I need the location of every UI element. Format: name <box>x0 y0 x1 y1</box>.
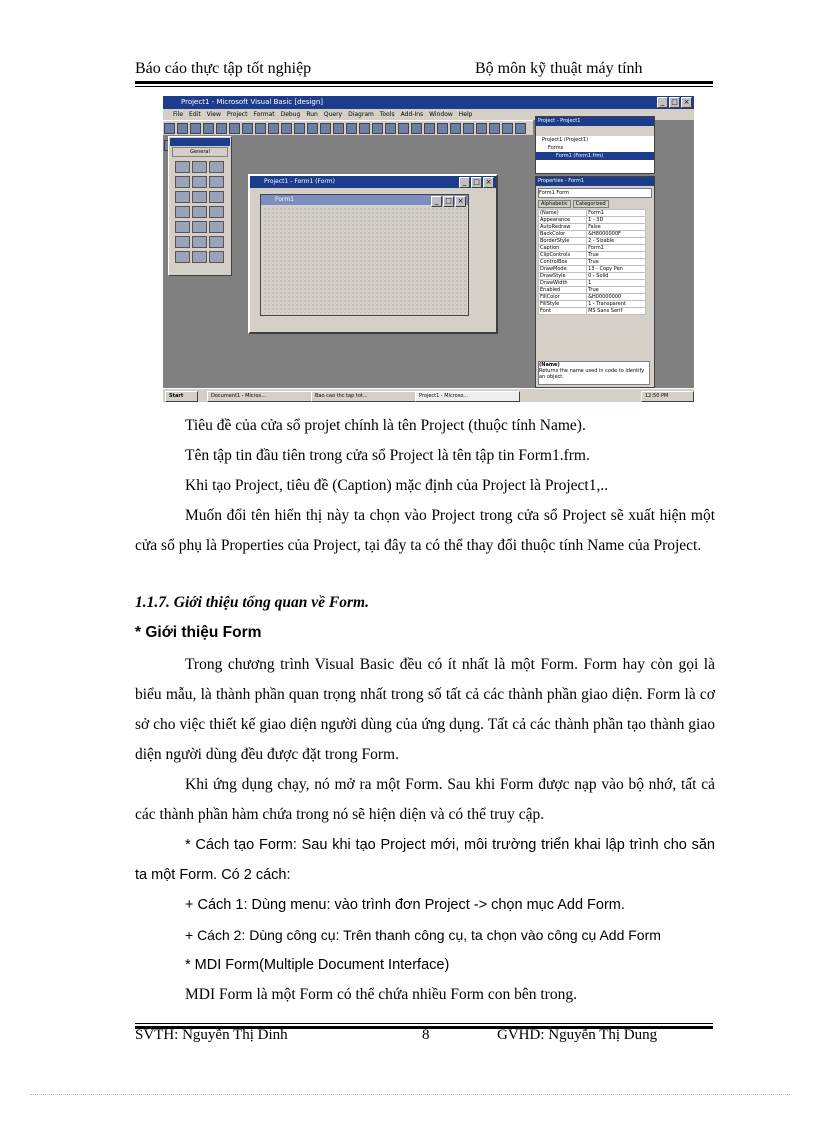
header-right: Bộ môn kỹ thuật máy tính <box>475 60 643 77</box>
toolbar-icon <box>502 123 513 134</box>
property-description: (Name) Returns the name used in code to identify an object. <box>538 361 650 385</box>
page-footer <box>135 1027 713 1047</box>
paragraph: Trong chương trình Visual Basic đều có ít nhất là một Form. Form hay còn gọi là biểu mẫu, là thành phần quan trọng nhất trong số tất cả các thành phần giao diện. Form là cơ sở cho việc thiết kế giao diện người dùng của ứng dụng. Tất cả các thành phần tạo thành giao diện người dùng đều được đặt trong Form. <box>135 656 715 763</box>
file-icon <box>175 236 190 248</box>
toolbar-icon <box>463 123 474 134</box>
timer-icon <box>175 221 190 233</box>
paragraph: Tên tập tin đầu tiên trong cửa sổ Project là tên tập tin Form1.frm. <box>185 447 590 464</box>
project-form-window <box>248 174 498 334</box>
taskbar-item: Bao cao thc tap tot... <box>311 391 416 402</box>
paragraph: Khi tạo Project, tiêu đề (Caption) mặc định của Project là Project1,.. <box>185 477 609 494</box>
toolbar-icon <box>281 123 292 134</box>
close-icon: × <box>483 177 494 188</box>
minimize-icon: _ <box>431 196 442 207</box>
paragraph: Tiêu đề của cửa sổ projet chính là tên Project (thuộc tính Name). <box>185 417 586 434</box>
tree-item-selected: Form1 (Form1.frm) <box>536 152 654 160</box>
taskbar-item-active: Project1 - Microso... <box>415 391 520 402</box>
toolbar-icon <box>476 123 487 134</box>
toolbox-grid <box>169 158 231 266</box>
toolbar-icon <box>385 123 396 134</box>
properties-table: (Name) Form1 Appearance 1 - 3D AutoRedraw False BackColor &H8000000F BorderStyle 2 - Sizable Caption Form1 ClipControls True ControlBox True DrawMode 13 - Copy Pen DrawStyle 0 - Solid DrawWidth 1 Enabled True FillColor &H00000000 FillStyle 1 - Transparent Font MS Sans Serif <box>538 209 646 315</box>
vscroll-icon <box>209 206 224 218</box>
properties-title: Properties - Form1 <box>536 177 654 186</box>
menu-item: Diagram <box>348 111 374 118</box>
toolbar-icon <box>255 123 266 134</box>
toolbar-icon <box>216 123 227 134</box>
close-icon: × <box>681 97 692 108</box>
toolbar-icon <box>398 123 409 134</box>
page-header <box>135 58 713 80</box>
tree-item: Project1 (Project1) <box>542 137 589 143</box>
page-number: 8 <box>422 1027 430 1043</box>
close-icon: × <box>455 196 466 207</box>
explorer-toolbar <box>536 126 654 136</box>
windows-taskbar <box>163 388 694 402</box>
start-button: Start <box>165 391 198 402</box>
radio-icon <box>192 191 207 203</box>
data-icon <box>192 251 207 263</box>
toolbar-icon <box>294 123 305 134</box>
drive-icon <box>192 221 207 233</box>
form-grid <box>263 207 466 313</box>
toolbar-icon <box>307 123 318 134</box>
toolbar-icon <box>346 123 357 134</box>
footer-advisor: GVHD: Nguyễn Thị Dung <box>497 1027 658 1043</box>
properties-combo: Form1 Form <box>538 188 652 198</box>
properties-window <box>535 176 655 388</box>
label-icon <box>209 161 224 173</box>
toolbar-icon <box>359 123 370 134</box>
maximize-icon: □ <box>443 196 454 207</box>
paragraph: * MDI Form(Multiple Document Interface) <box>185 957 450 973</box>
menu-item: Edit <box>189 111 201 118</box>
section-heading: 1.1.7. Giới thiệu tổng quan về Form. <box>135 594 369 611</box>
pointer-icon <box>175 161 190 173</box>
project-window-title: Project1 - Form1 (Form) <box>264 178 335 185</box>
menu-item: Run <box>306 111 318 118</box>
ide-title-bar <box>163 96 694 109</box>
tab-alphabetic: Alphabetic <box>538 200 571 208</box>
toolbar-icon <box>177 123 188 134</box>
toolbar-icon <box>333 123 344 134</box>
minimize-icon: _ <box>657 97 668 108</box>
footer-rule-thin <box>135 1023 713 1024</box>
toolbox-panel <box>168 136 232 276</box>
explorer-title: Project - Project1 <box>536 117 654 126</box>
menu-item: Help <box>458 111 473 118</box>
paragraph: + Cách 1: Dùng menu: vào trình đơn Project -> chọn mục Add Form. <box>185 897 625 913</box>
taskbar-clock: 12:50 PM <box>641 391 694 402</box>
checkbox-icon <box>175 191 190 203</box>
project-explorer <box>535 116 655 174</box>
vb-ide-screenshot <box>163 96 694 402</box>
form-title: Form1 <box>275 196 294 203</box>
image-icon <box>175 251 190 263</box>
hscroll-icon <box>192 206 207 218</box>
listbox-icon <box>175 206 190 218</box>
button-icon <box>209 176 224 188</box>
frame-icon <box>192 176 207 188</box>
menu-item: Format <box>253 111 275 118</box>
toolbar-icon <box>229 123 240 134</box>
paragraph: * Cách tạo Form: Sau khi tạo Project mới, môi trường triển khai lập trình cho săn ta một Form. Có 2 cách: <box>135 837 715 883</box>
ide-window-title: Project1 - Microsoft Visual Basic [design] <box>181 98 324 106</box>
toolbar-icon <box>372 123 383 134</box>
paragraph: MDI Form là một Form có thể chứa nhiều Form con bên trong. <box>185 986 577 1003</box>
menu-item: Project <box>226 111 248 118</box>
header-rule <box>135 81 713 84</box>
menu-item: Add-Ins <box>400 111 424 118</box>
subsection-heading: * Giới thiệu Form <box>135 624 262 641</box>
minimize-icon: _ <box>459 177 470 188</box>
maximize-icon: □ <box>669 97 680 108</box>
toolbar-icon <box>489 123 500 134</box>
toolbar-icon <box>450 123 461 134</box>
combobox-icon <box>209 191 224 203</box>
toolbar-icon <box>164 123 175 134</box>
paragraph: Khi ứng dụng chạy, nó mở ra một Form. Sau khi Form được nạp vào bộ nhớ, tất cả các thành phần hàm chứa trong nó sẽ hiện diện và có thể truy cập. <box>135 776 715 823</box>
dir-icon <box>209 221 224 233</box>
menu-item: Window <box>429 111 453 118</box>
form1-designer <box>260 194 469 316</box>
toolbar-icon <box>515 123 526 134</box>
ide-toolbar <box>163 120 533 136</box>
line-icon <box>209 236 224 248</box>
page-border <box>30 1094 790 1095</box>
paragraph: Muốn đổi tên hiển thị này ta chọn vào Project trong cửa sổ Project sẽ xuất hiện một cửa sổ phụ là Properties của Project, tại đây ta có thể thay đổi thuộc tính Name của Project. <box>135 507 715 554</box>
header-rule-thin <box>135 86 713 87</box>
toolbar-icon <box>320 123 331 134</box>
textbox-icon <box>175 176 190 188</box>
picturebox-icon <box>192 161 207 173</box>
menu-item: View <box>206 111 221 118</box>
toolbar-icon <box>411 123 422 134</box>
toolbar-icon <box>242 123 253 134</box>
toolbar-icon <box>190 123 201 134</box>
toolbar-icon <box>424 123 435 134</box>
menu-item: Tools <box>379 111 395 118</box>
menu-item: Debug <box>280 111 301 118</box>
toolbar-icon <box>437 123 448 134</box>
toolbar-icon <box>203 123 214 134</box>
tab-categorized: Categorized <box>573 200 609 208</box>
ole-icon <box>209 251 224 263</box>
maximize-icon: □ <box>471 177 482 188</box>
header-left: Báo cáo thực tập tốt nghiệp <box>135 60 312 77</box>
menu-item: Query <box>323 111 343 118</box>
paragraph: + Cách 2: Dùng công cụ: Trên thanh công cụ, ta chọn vào công cụ Add Form <box>185 927 661 943</box>
menu-item: File <box>173 111 184 118</box>
toolbar-icon <box>268 123 279 134</box>
taskbar-item: Document1 - Micros... <box>207 391 312 402</box>
shape-icon <box>192 236 207 248</box>
tree-item: Forms <box>548 145 564 151</box>
toolbox-tab: General <box>172 147 228 157</box>
footer-student: SVTH: Nguyễn Thị Dinh <box>135 1027 288 1043</box>
